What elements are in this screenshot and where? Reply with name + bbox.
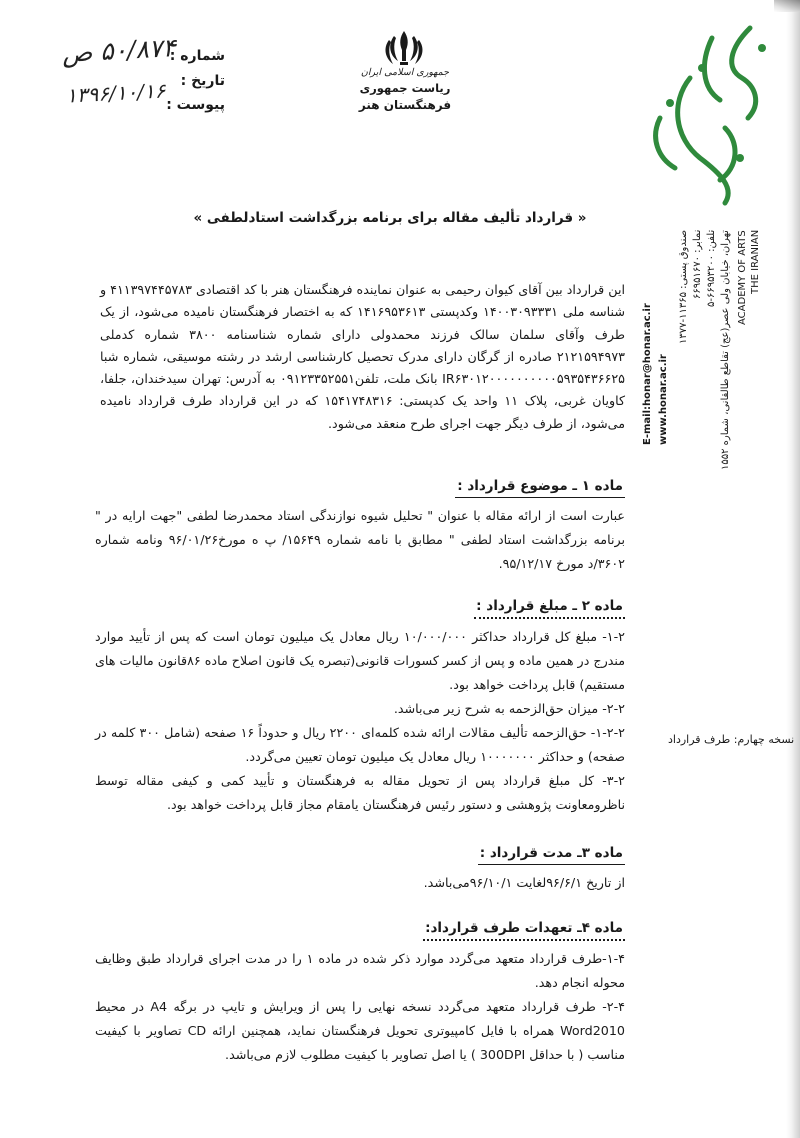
contact-block: [618, 230, 768, 470]
section-paragraph: ۲-۴- طرف قرارداد متعهد می‌گردد نسخه نهایی را پس از ویرایش و تایپ در برگه A4 در محیط Word2010 همراه با فایل کامپیوتری تحویل فرهنگستان نماید، همچنین ارائه CD تصاویر با کیفیت مناسب ( با حداقل 300DPI ) یا اصل تصاویر با کیفیت مطلوب لازم می‌باشد.: [95, 999, 625, 1062]
number-label: شماره :: [169, 48, 225, 64]
contact-email: E-mail:honar@honar.ac.ir: [642, 303, 653, 445]
attachment-label: پیوست :: [166, 97, 225, 113]
section-paragraph: ۱-۲-۲- حق‌الزحمه تألیف مقالات ارائه شده کلمه‌ای ۲۲۰۰ ریال و حدوداً ۱۶ صفحه (شامل ۳۰۰ کلمه در صفحه) و حداکثر ۱۰۰۰۰۰۰۰ ریال معادل یک میلیون تومان تعیین می‌گردد.: [95, 725, 625, 764]
logo-text: فرهنگستان هنر: [630, 8, 637, 9]
contact-fax: نمابر: ۶۶۹۵۱۶۷۰: [692, 230, 703, 300]
section-paragraph: ۲-۲- میزان حق‌الزحمه به شرح زیر می‌باشد.: [393, 701, 625, 716]
section-heading: ماده ۳ـ مدت قرارداد :: [478, 845, 625, 865]
contact-address: تهران، خیابان ولی عصر(عج) تقاطع طالقانی، شماره ۱۵۵۲: [720, 230, 731, 470]
logo-english-line1: THE IRANIAN: [750, 230, 761, 295]
section-paragraph: ۱-۲- مبلغ کل قرارداد حداکثر ۱۰/۰۰۰/۰۰۰ ریال معادل یک میلیون تومان است که پس از تأیید موارد مندرج در همین ماده و پس از کسر کسورات قانونی(تبصره یک قانون اصلاح ماده ۸۶قانون مالیات های مستقیم) قابل پرداخت خواهد بود.: [95, 629, 625, 692]
intro-paragraph: این قرارداد بین آقای کیوان رحیمی به عنوان نماینده فرهنگستان هنر با کد اقتصادی ۴۱۱۳۹۷۴۴۵۷۸۳ و شناسه ملی ۱۴۰۰۳۰۹۳۳۳۱ وکدپستی ۱۴۱۶۹۵۳۶۱۳ که به اختصار فرهنگستان نامیده می‌شود، از یک طرف وآقای سلمان سالک فرزند محمدولی دارای شماره شناسنامه ۳۸۰۰ شماره کدملی ۲۱۲۱۵۹۴۹۷۳ صادره از گرگان دارای مدرک تحصیل کارشناسی ارشد در رشته موسیقی، شماره شبا IR۶۳۰۱۲۰۰۰۰۰۰۰۰۰۰۵۹۳۵۴۳۶۶۲۵ بانک ملت، تلفن۰۹۱۲۳۳۵۲۵۵۱ به آدرس: تهران سیدخندان، جلفا، کاویان غربی، پلاک ۱۱ واحد یک کدپستی: ۱۵۴۱۷۴۸۳۱۶ که در این قرارداد طرف قرارداد نامیده می‌شود، از طرف دیگر جهت اجرای طرح منعقد می‌شود.: [100, 282, 626, 431]
section-heading: ماده ۲ ـ مبلغ قرارداد :: [474, 598, 625, 619]
handwritten-number: ۵۰/۸۷۴ ص: [61, 33, 177, 68]
section-duration: [95, 845, 625, 895]
academy-logo: [630, 8, 780, 208]
handwritten-date: ۱۳۹۶/۱۰/۱۶: [65, 78, 166, 108]
section-obligations: [95, 920, 625, 1067]
contact-postal-box: صندوق پستی: ۱۱۳۶۵-۱۳۷۷: [678, 230, 689, 345]
org-line-academy: فرهنگستان هنر: [358, 98, 452, 112]
copy-note: نسخه چهارم: طرف قرارداد: [668, 733, 795, 746]
section-heading: ماده ۱ ـ موضوع قرارداد :: [455, 478, 625, 498]
section-paragraph: از تاریخ ۹۶/۶/۱لغایت ۹۶/۱۰/۱می‌باشد.: [423, 875, 625, 890]
document-title: « قرارداد تألیف مقاله برای برنامه بزرگداشت استادلطفی »: [193, 210, 587, 226]
section-paragraph: عبارت است از ارائه مقاله با عنوان " تحلیل شیوه نوازندگی استاد محمدرضا لطفی "جهت ارایه در " برنامه بزرگداشت استاد لطفی " مطابق با نامه شماره ۱۵۶۴۹/ پ ه مورخ۹۶/۰۱/۲۶ ونامه شماره ۳۶۰۲/د مورخ ۹۵/۱۲/۱۷.: [95, 508, 626, 571]
section-heading: ماده ۴ـ تعهدات طرف قرارداد:: [423, 920, 625, 941]
iran-emblem-icon: [380, 28, 428, 68]
section-subject: [95, 478, 625, 576]
date-label: تاریخ :: [180, 72, 225, 89]
organization-block: [330, 66, 480, 114]
contact-website: www.honar.ac.ir: [658, 354, 669, 445]
section-paragraph: ۱-۴-طرف قرارداد متعهد می‌گردد موارد ذکر شده در ماده ۱ را در مدت اجرای قرارداد طبق وظایف محوله انجام دهد.: [95, 951, 625, 990]
logo-english-line2: ACADEMY OF ARTS: [737, 230, 748, 325]
section-paragraph: ۳-۲- کل مبلغ قرارداد پس از تحویل مقاله به فرهنگستان و تأیید کمی و کیفی مقاله توسط ناظرومعاونت پژوهشی و دستور رئیس فرهنگستان یامقام مجاز قابل پرداخت خواهد بود.: [95, 773, 625, 812]
org-line-presidency: ریاست جمهوری: [359, 81, 451, 95]
contact-phone: تلفن: ۶۶۹۵۳۲۰۰-۵: [706, 230, 717, 308]
scan-edge-shadow: [786, 0, 800, 1138]
section-amount: [95, 598, 625, 817]
org-line-republic: جمهوری اسلامی ایران: [360, 67, 450, 78]
